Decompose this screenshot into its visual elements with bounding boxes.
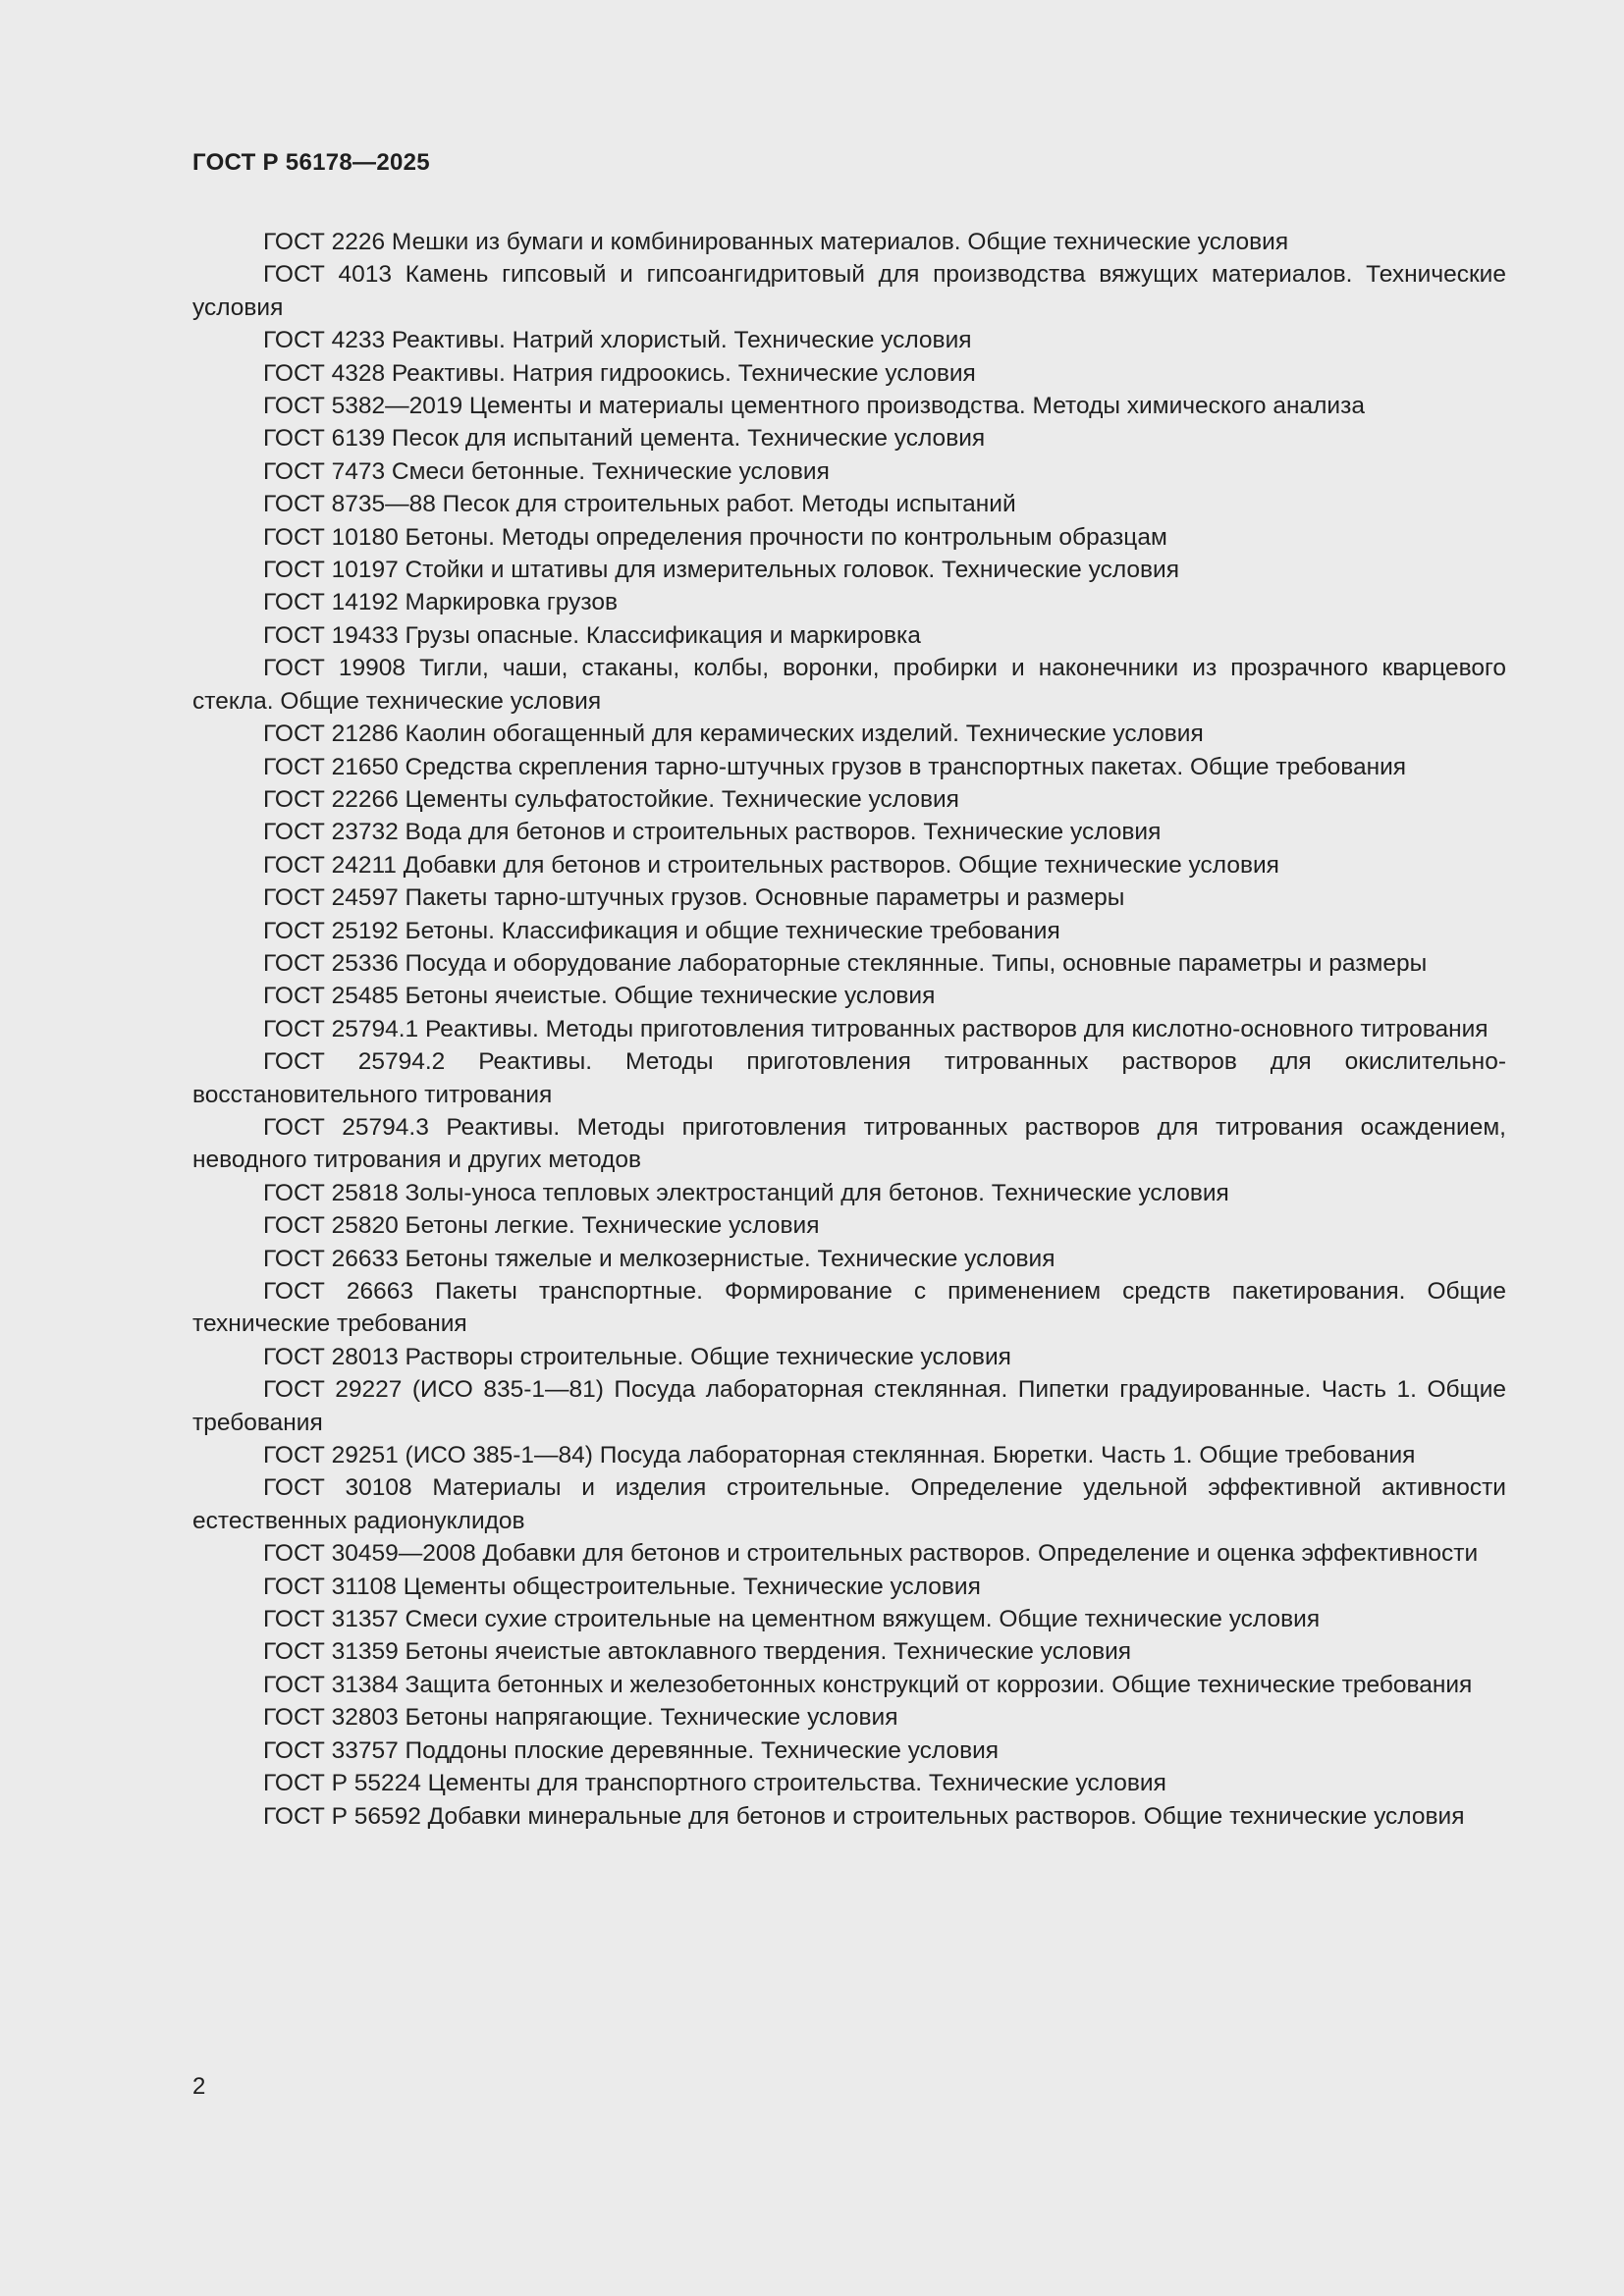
reference-entry: ГОСТ 25192 Бетоны. Классификация и общие технические требования [263, 917, 1060, 944]
reference-entry: ГОСТ 25794.1 Реактивы. Методы приготовления титрованных растворов для кислотно-основного титрования [263, 1015, 1489, 1042]
reference-entry: ГОСТ 23732 Вода для бетонов и строительных растворов. Технические условия [263, 819, 1162, 846]
reference-entry: ГОСТ 25818 Золы-уноса тепловых электростанций для бетонов. Технические условия [263, 1179, 1229, 1206]
reference-entry: ГОСТ 30108 Материалы и изделия строительные. Определение удельной эффективной активности естественных радионуклидов [192, 1474, 1506, 1534]
reference-entry: ГОСТ 25336 Посуда и оборудование лабораторные стеклянные. Типы, основные параметры и размеры [263, 949, 1428, 977]
reference-entry: ГОСТ 32803 Бетоны напрягающие. Технические условия [263, 1704, 898, 1732]
reference-entry: ГОСТ 29227 (ИСО 835-1—81) Посуда лабораторная стеклянная. Пипетки градуированные. Часть 1. Общие требования [192, 1376, 1506, 1436]
normative-references-list [192, 226, 1506, 1833]
reference-entry: ГОСТ 8735—88 Песок для строительных работ. Методы испытаний [263, 491, 1016, 518]
reference-entry: ГОСТ 4233 Реактивы. Натрий хлористый. Технические условия [263, 327, 972, 354]
reference-entry: ГОСТ 25485 Бетоны ячеистые. Общие технические условия [263, 983, 936, 1010]
reference-entry: ГОСТ 31108 Цементы общестроительные. Технические условия [263, 1573, 981, 1600]
reference-entry: ГОСТ 24211 Добавки для бетонов и строительных растворов. Общие технические условия [263, 851, 1279, 879]
reference-entry: ГОСТ 21650 Средства скрепления тарно-штучных грузов в транспортных пакетах. Общие требования [263, 753, 1407, 780]
reference-entry: ГОСТ 24597 Пакеты тарно-штучных грузов. Основные параметры и размеры [263, 884, 1125, 912]
reference-entry: ГОСТ Р 55224 Цементы для транспортного строительства. Технические условия [263, 1770, 1166, 1797]
reference-entry: ГОСТ 33757 Поддоны плоские деревянные. Технические условия [263, 1736, 1000, 1764]
reference-entry: ГОСТ 10197 Стойки и штативы для измерительных головок. Технические условия [263, 557, 1179, 584]
reference-entry: ГОСТ 29251 (ИСО 385-1—84) Посуда лабораторная стеклянная. Бюретки. Часть 1. Общие требования [263, 1442, 1416, 1469]
reference-entry: ГОСТ 30459—2008 Добавки для бетонов и строительных растворов. Определение и оценка эффективности [263, 1540, 1479, 1568]
reference-entry: ГОСТ 19908 Тигли, чаши, стаканы, колбы, воронки, пробирки и наконечники из прозрачного кварцевого стекла. Общие технические условия [192, 655, 1506, 715]
reference-entry: ГОСТ 19433 Грузы опасные. Классификация и маркировка [263, 621, 921, 649]
reference-entry: ГОСТ 4013 Камень гипсовый и гипсоангидритовый для производства вяжущих материалов. Технические условия [192, 261, 1506, 321]
reference-entry: ГОСТ 7473 Смеси бетонные. Технические условия [263, 457, 830, 485]
reference-entry: ГОСТ 21286 Каолин обогащенный для керамических изделий. Технические условия [263, 721, 1204, 748]
page-number: 2 [192, 2073, 206, 2100]
reference-entry: ГОСТ 2226 Мешки из бумаги и комбинированных материалов. Общие технические условия [263, 229, 1289, 255]
reference-entry: ГОСТ 6139 Песок для испытаний цемента. Технические условия [263, 425, 986, 453]
reference-entry: ГОСТ 25794.3 Реактивы. Методы приготовления титрованных растворов для титрования осаждением, неводного титрования и других методов [192, 1113, 1506, 1174]
reference-entry: ГОСТ 25820 Бетоны легкие. Технические условия [263, 1212, 820, 1240]
reference-entry: ГОСТ 28013 Растворы строительные. Общие технические условия [263, 1343, 1011, 1370]
reference-entry: ГОСТ 5382—2019 Цементы и материалы цементного производства. Методы химического анализа [263, 393, 1365, 420]
reference-entry: ГОСТ 31384 Защита бетонных и железобетонных конструкций от коррозии. Общие технические требования [263, 1671, 1473, 1698]
reference-entry: ГОСТ 14192 Маркировка грузов [263, 589, 618, 616]
reference-entry: ГОСТ 10180 Бетоны. Методы определения прочности по контрольным образцам [263, 523, 1167, 551]
reference-entry: ГОСТ 31357 Смеси сухие строительные на цементном вяжущем. Общие технические условия [263, 1606, 1321, 1633]
reference-entry: ГОСТ 4328 Реактивы. Натрия гидроокись. Технические условия [263, 359, 976, 387]
reference-entry: ГОСТ 26663 Пакеты транспортные. Формирование с применением средств пакетирования. Общие технические требования [192, 1278, 1506, 1338]
reference-entry: ГОСТ Р 56592 Добавки минеральные для бетонов и строительных растворов. Общие технические условия [263, 1802, 1465, 1830]
reference-entry: ГОСТ 31359 Бетоны ячеистые автоклавного твердения. Технические условия [263, 1638, 1132, 1666]
document-code-header: ГОСТ Р 56178—2025 [192, 149, 430, 176]
reference-entry: ГОСТ 22266 Цементы сульфатостойкие. Технические условия [263, 785, 959, 813]
reference-entry: ГОСТ 26633 Бетоны тяжелые и мелкозернистые. Технические условия [263, 1245, 1056, 1272]
reference-entry: ГОСТ 25794.2 Реактивы. Методы приготовления титрованных растворов для окислительно-восстановительного титрования [192, 1048, 1506, 1108]
